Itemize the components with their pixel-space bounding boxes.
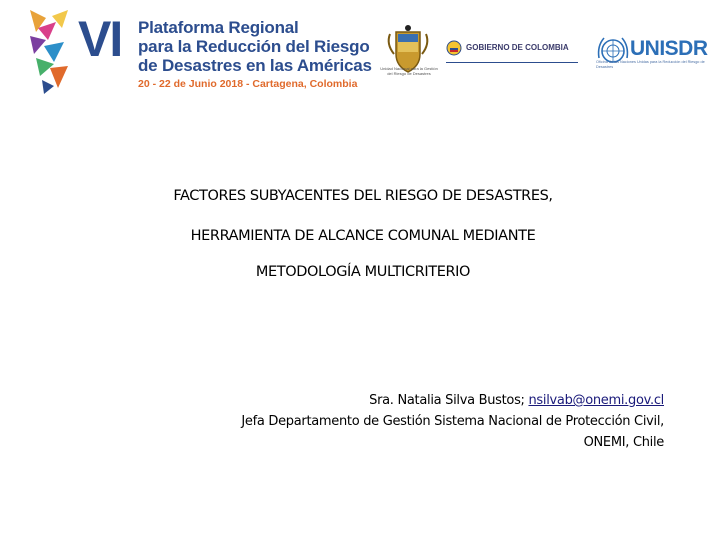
author-role-line-1: Jefa Departamento de Gestión Sistema Nacional de Protección Civil, [241, 414, 664, 429]
author-role-line-2: ONEMI, Chile [583, 435, 664, 450]
title-line-2: HERRAMIENTA DE ALCANCE COMUNAL MEDIANTE [190, 228, 536, 244]
author-name-line [144, 390, 664, 411]
government-text: GOBIERNO DE COLOMBIA [466, 43, 569, 52]
event-logo-line-1: Plataforma Regional [138, 18, 299, 37]
author-email-link[interactable]: nsilvab@onemi.gov.cl [528, 393, 664, 408]
event-logo-line-3: de Desastres en las Américas [138, 56, 372, 75]
unisdr-text: UNISDR [630, 37, 708, 60]
author-block [144, 390, 664, 453]
crest-caption: Unidad Nacional para la Gestión del Riesgo de Desastres [380, 66, 438, 76]
event-logo-text [138, 18, 378, 90]
event-date-location: 20 - 22 de Junio 2018 - Cartagena, Colombia [138, 78, 358, 90]
government-divider [446, 62, 578, 63]
colombia-emblem-icon [446, 40, 462, 56]
title-line-3: METODOLOGÍA MULTICRITERIO [255, 264, 471, 280]
event-logo-line-2: para la Reducción del Riesgo [138, 37, 370, 56]
unisdr-caption: Oficina de las Naciones Unidas para la Reducción del Riesgo de Desastres [596, 60, 705, 69]
event-roman-numeral: VI [78, 11, 122, 67]
americas-ribbon-icon [24, 6, 76, 94]
title-line-1: FACTORES SUBYACENTES DEL RIESGO DE DESASTRES, [173, 188, 553, 204]
author-name: Sra. Natalia Silva Bustos; [369, 393, 529, 408]
